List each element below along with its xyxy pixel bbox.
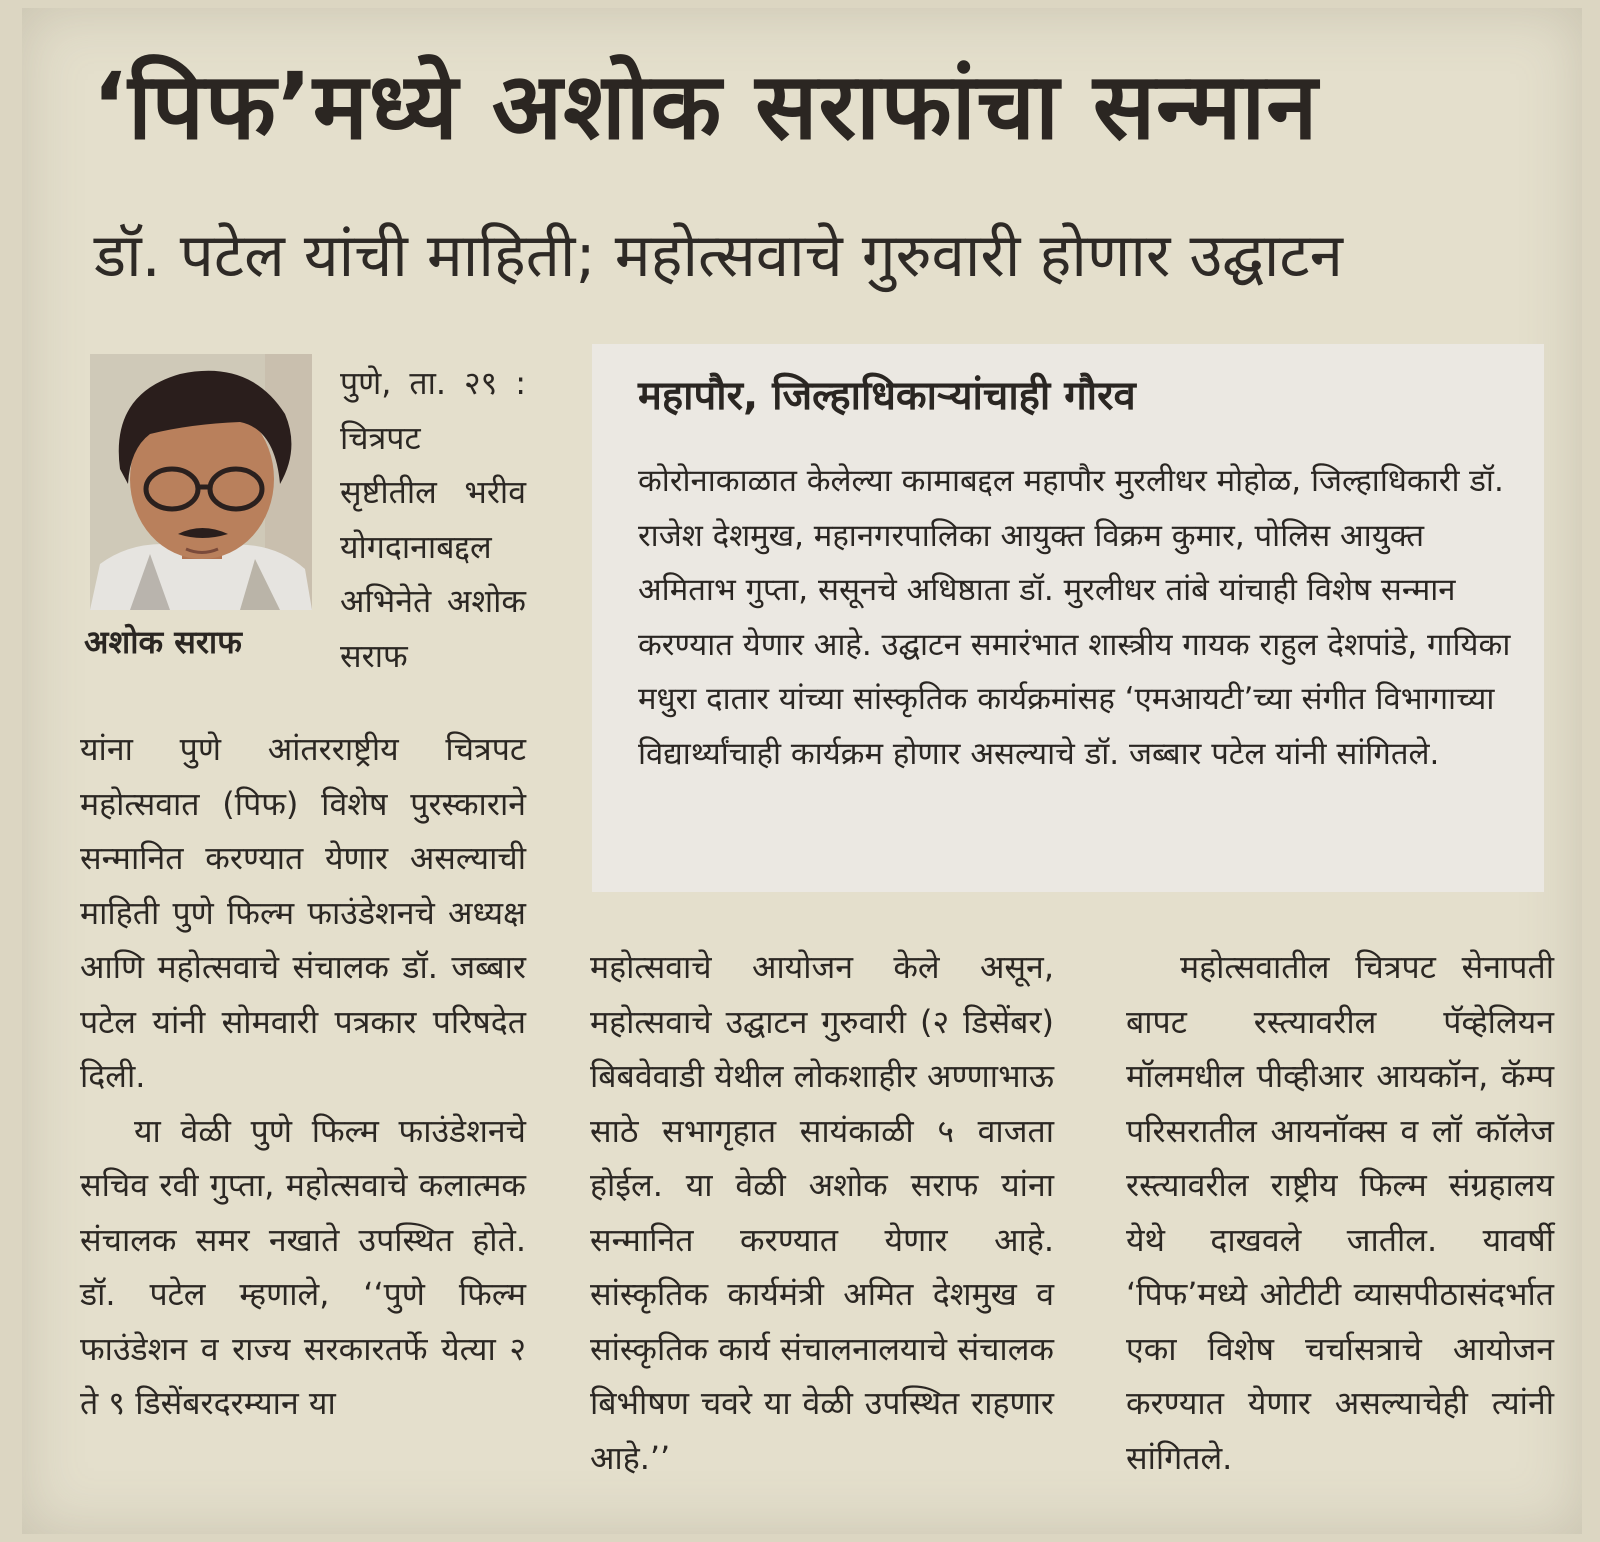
column-3	[1126, 940, 1554, 1485]
column-1-paragraph-2: या वेळी पुणे फिल्म फाउंडेशनचे सचिव रवी गुप्ता, महोत्सवाचे कलात्मक संचालक समर नखाते उपस्थित होते. डॉ. पटेल म्हणाले, ‘‘पुणे फिल्म फाउंडेशन व राज्य सरकारतर्फे येत्या २ ते ९ डिसेंबरदरम्यान या	[80, 1111, 526, 1422]
column-2-paragraph: महोत्सवाचे आयोजन केले असून, महोत्सवाचे उद्घाटन गुरुवारी (२ डिसेंबर) बिबवेवाडी येथील लोकशाहीर अण्णाभाऊ साठे सभागृहात सायंकाळी ५ वाजता होईल. या वेळी अशोक सराफ यांना सन्मानित करण्यात येणार आहे. सांस्कृतिक कार्यमंत्री अमित देशमुख व सांस्कृतिक कार्य संचालनालयाचे संचालक बिभीषण चवरे या वेळी उपस्थित राहणार आहे.’’	[590, 948, 1054, 1477]
column-1-body	[80, 722, 526, 1431]
column-3-paragraph: महोत्सवातील चित्रपट सेनापती बापट रस्त्यावरील पॅव्हेलियन मॉलमधील पीव्हीआर आयकॉन, कॅम्प परिसरातील आयनॉक्स व लॉ कॉलेज रस्त्यावरील राष्ट्रीय फिल्म संग्रहालय येथे दाखवले जातील. यावर्षी ‘पिफ’मध्ये ओटीटी व्यासपीठासंदर्भात एका विशेष चर्चासत्राचे आयोजन करण्यात येणार असल्याचेही त्यांनी सांगितले.	[1126, 948, 1554, 1477]
photo-caption: अशोक सराफ	[84, 623, 242, 661]
portrait-photo	[90, 354, 312, 610]
sidebar-box-title: महापौर, जिल्हाधिकाऱ्यांचाही गौरव	[638, 373, 1136, 419]
subheadline: डॉ. पटेल यांची माहिती; महोत्सवाचे गुरुवारी होणार उद्घाटन	[94, 221, 1343, 291]
portrait-illustration	[90, 354, 312, 610]
sidebar-box	[592, 344, 1544, 892]
column-1-paragraph-1: यांना पुणे आंतरराष्ट्रीय चित्रपट महोत्सवात (पिफ) विशेष पुरस्काराने सन्मानित करण्यात येणार असल्याची माहिती पुणे फिल्म फाउंडेशनचे अध्यक्ष आणि महोत्सवाचे संचालक डॉ. जब्बार पटेल यांनी सोमवारी पत्रकार परिषदेत दिली.	[80, 730, 526, 1095]
newspaper-clipping	[22, 8, 1582, 1534]
column-2	[590, 940, 1054, 1485]
headline: ‘पिफ’मध्ये अशोक सराफांचा सन्मान	[92, 53, 1319, 160]
sidebar-box-body: कोरोनाकाळात केलेल्या कामाबद्दल महापौर मुरलीधर मोहोळ, जिल्हाधिकारी डॉ. राजेश देशमुख, महानगरपालिका आयुक्त विक्रम कुमार, पोलिस आयुक्त अमिताभ गुप्ता, ससूनचे अधिष्ठाता डॉ. मुरलीधर तांबे यांचाही विशेष सन्मान करण्यात येणार आहे. उद्घाटन समारंभात शास्त्रीय गायक राहुल देशपांडे, गायिका मधुरा दातार यांच्या सांस्कृतिक कार्यक्रमांसह ‘एमआयटी’च्या संगीत विभागाच्या विद्यार्थ्यांचाही कार्यक्रम होणार असल्याचे डॉ. जब्बार पटेल यांनी सांगितले.	[638, 463, 1511, 772]
column-1-top	[340, 356, 526, 683]
dateline-paragraph: पुणे, ता. २९ : चित्रपट सृष्टीतील भरीव योगदानाबद्दल अभिनेते अशोक सराफ	[340, 364, 526, 675]
